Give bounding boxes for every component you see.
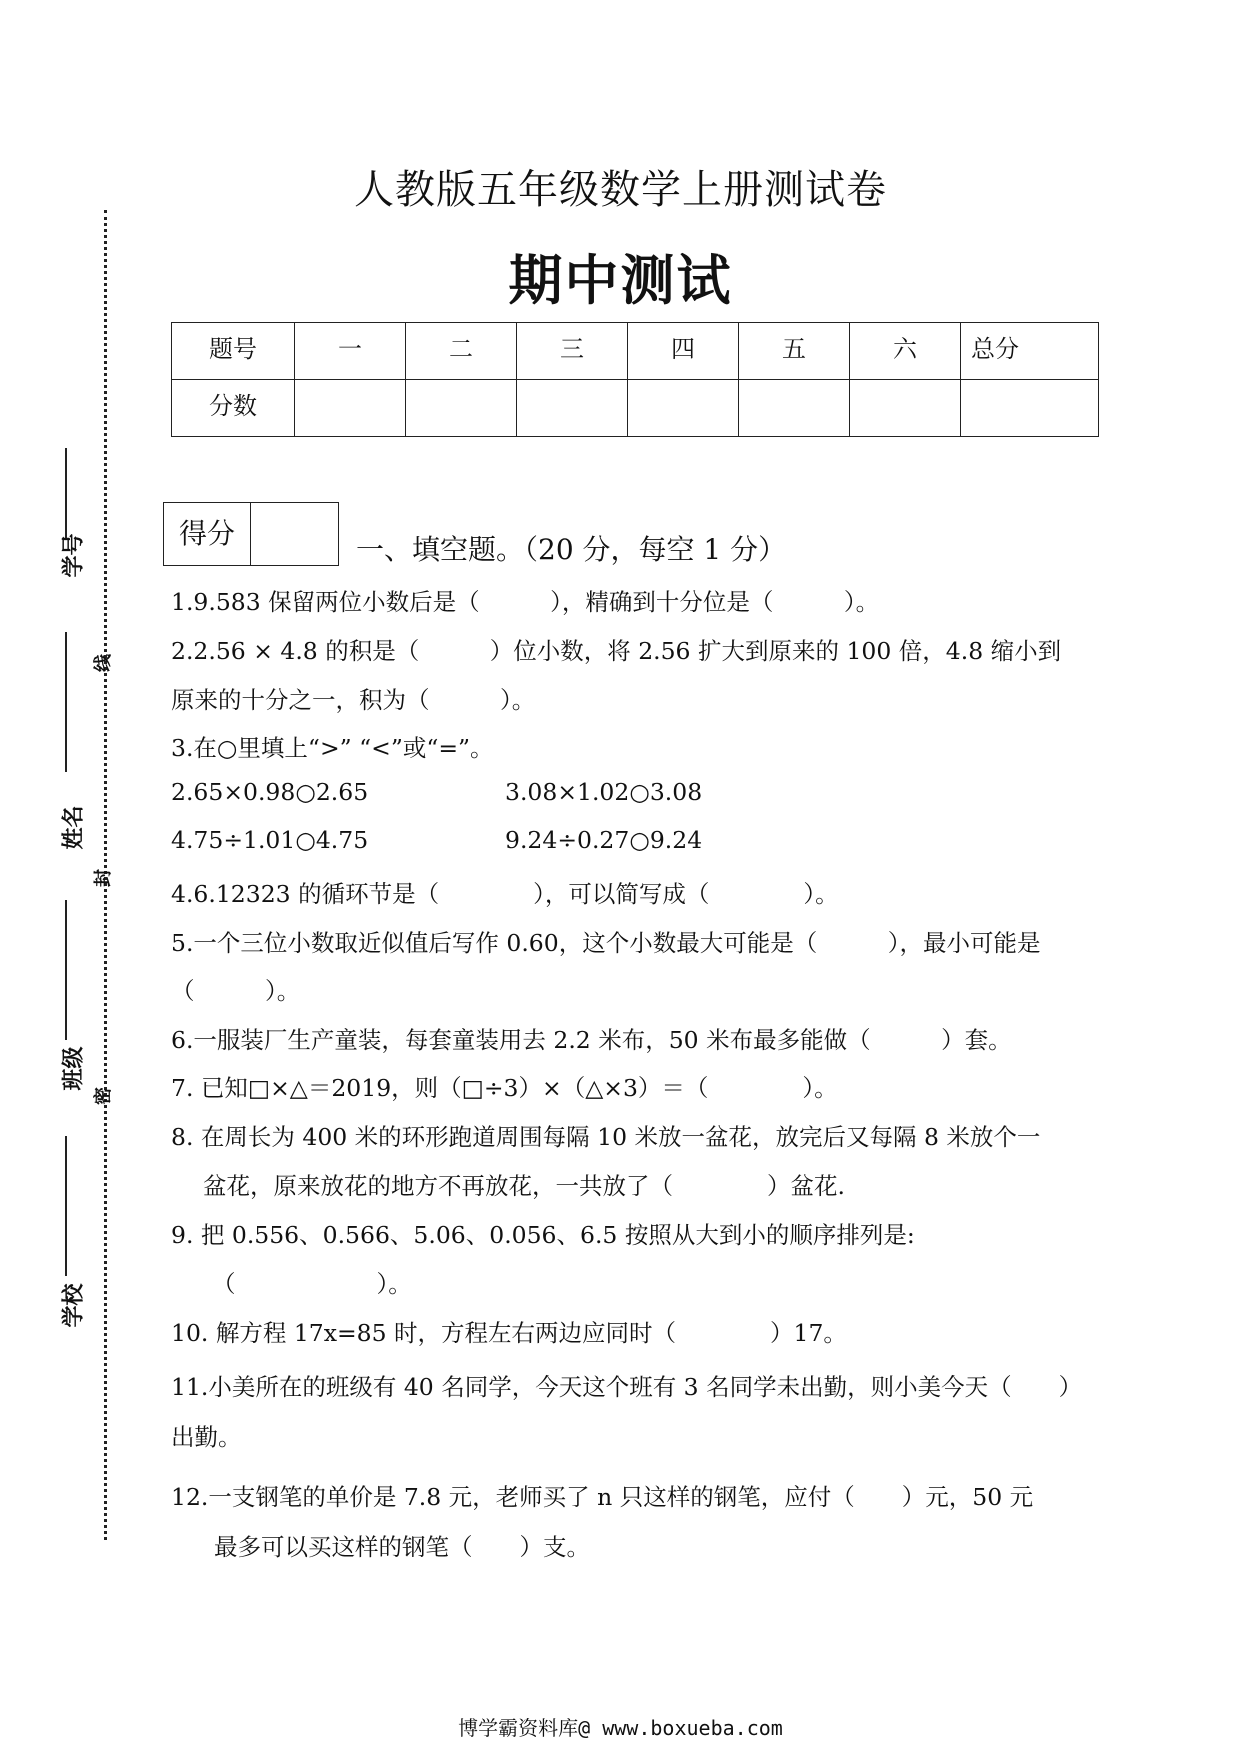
mi-label: 密 xyxy=(93,1087,114,1105)
question-line: 原来的十分之一，积为（ ）。 xyxy=(171,686,536,714)
question-line: 最多可以买这样的钢笔（ ）支。 xyxy=(214,1533,590,1561)
banji-blank-line xyxy=(65,900,67,1040)
question-line: 3.08×1.02○3.08 xyxy=(505,778,703,806)
page-title: 人教版五年级数学上册测试卷 xyxy=(354,167,887,213)
section-score-entry[interactable] xyxy=(252,503,338,565)
page-subtitle: 期中测试 xyxy=(508,248,733,312)
question-line: 4.75÷1.01○4.75 xyxy=(171,826,369,854)
score-table-cell: 四 xyxy=(628,323,739,380)
score-entry-cell[interactable] xyxy=(739,380,850,437)
question-line: 2.65×0.98○2.65 xyxy=(171,778,369,806)
score-table-cell: 三 xyxy=(517,323,628,380)
question-line: 9. 把 0.556、0.566、5.06、0.056、6.5 按照从大到小的顺序排列是: xyxy=(171,1221,915,1249)
footer-watermark: 博学霸资料库@ www.boxueba.com xyxy=(458,1716,783,1740)
score-table-cell: 题号 xyxy=(172,323,295,380)
question-line: 9.24÷0.27○9.24 xyxy=(505,826,703,854)
question-line: 6.一服装厂生产童装，每套童装用去 2.2 米布，50 米布最多能做（ ）套。 xyxy=(171,1026,1012,1054)
section-score-label: 得分 xyxy=(164,503,251,565)
score-entry-cell[interactable] xyxy=(295,380,406,437)
section-1-title: 一、填空题。（20 分，每空 1 分） xyxy=(356,533,787,566)
score-table-header-row xyxy=(172,323,1099,380)
question-line: 1.9.583 保留两位小数后是（ ），精确到十分位是（ ）。 xyxy=(171,588,880,616)
question-line: 3.在○里填上“>” “<”或“=”。 xyxy=(171,734,494,762)
xuexiao-blank-line xyxy=(65,1136,67,1276)
score-table-score-row xyxy=(172,380,1099,437)
question-line: （ ）。 xyxy=(212,1270,412,1298)
section-score-box xyxy=(163,502,339,566)
score-table-cell: 五 xyxy=(739,323,850,380)
score-entry-cell[interactable] xyxy=(961,380,1099,437)
score-table-cell: 六 xyxy=(850,323,961,380)
feng-label: 封 xyxy=(93,869,114,887)
score-table xyxy=(171,322,1099,437)
score-entry-cell[interactable] xyxy=(517,380,628,437)
question-line: 2.2.56 × 4.8 的积是（ ）位小数，将 2.56 扩大到原来的 100 倍，4.8 缩小到 xyxy=(171,637,1062,665)
score-table-cell: 总分 xyxy=(961,323,1099,380)
question-line: 10. 解方程 17x=85 时，方程左右两边应同时（ ）17。 xyxy=(171,1319,847,1347)
question-line: 11.小美所在的班级有 40 名同学，今天这个班有 3 名同学未出勤，则小美今天（ ） xyxy=(171,1373,1083,1401)
question-line: 8. 在周长为 400 米的环形跑道周围每隔 10 米放一盆花，放完后又每隔 8 米放个一 xyxy=(171,1123,1041,1151)
xuexiao-label: 学校 xyxy=(61,1283,87,1328)
xuehao-label: 学号 xyxy=(61,533,87,578)
question-line: （ ）。 xyxy=(171,977,301,1005)
score-table-cell: 一 xyxy=(295,323,406,380)
question-line: 12.一支钢笔的单价是 7.8 元，老师买了 n 只这样的钢笔，应付（ ）元，50 元 xyxy=(171,1483,1034,1511)
xingming-label: 姓名 xyxy=(61,805,87,850)
score-entry-cell[interactable] xyxy=(850,380,961,437)
question-line: 盆花，原来放花的地方不再放花，一共放了（ ）盆花. xyxy=(203,1172,845,1200)
score-table-cell: 二 xyxy=(406,323,517,380)
question-line: 4.6.12323 的循环节是（ ），可以简写成（ ）。 xyxy=(171,880,839,908)
question-line: 5.一个三位小数取近似值后写作 0.60，这个小数最大可能是（ ），最小可能是 xyxy=(171,929,1041,957)
score-table-cell: 分数 xyxy=(172,380,295,437)
xingming-blank-line xyxy=(65,632,67,772)
xian-label: 线 xyxy=(93,654,114,672)
question-line: 7. 已知□×△＝2019，则（□÷3）×（△×3）＝（ ）。 xyxy=(171,1074,838,1102)
banji-label: 班级 xyxy=(61,1046,87,1091)
question-line: 出勤。 xyxy=(171,1423,242,1451)
score-entry-cell[interactable] xyxy=(628,380,739,437)
score-entry-cell[interactable] xyxy=(406,380,517,437)
xuehao-blank-line xyxy=(65,448,67,540)
